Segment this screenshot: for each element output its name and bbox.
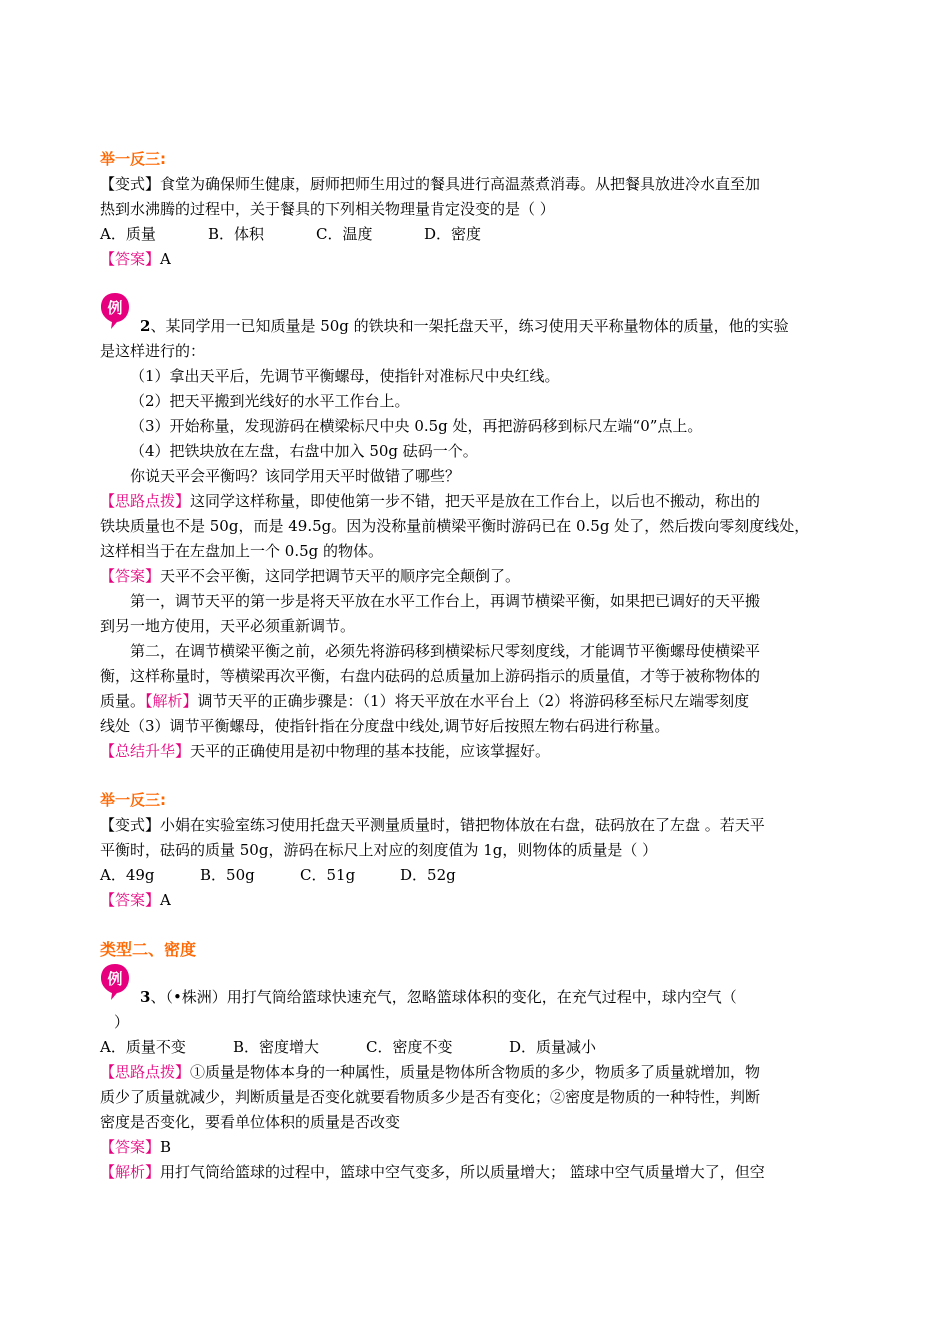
section-heading: 举一反三: xyxy=(100,150,166,168)
hint-tag: 【思路点拨】 xyxy=(100,492,191,510)
example-question: 你说天平会平衡吗？该同学用天平时做错了哪些？ xyxy=(130,467,461,485)
option-d: D．52g xyxy=(400,866,456,884)
question-text-line2: 热到水沸腾的过程中，关于餐具的下列相关物理量肯定没变的是（ ） xyxy=(100,200,555,218)
option-d: D．密度 xyxy=(424,225,482,243)
option-c: C．51g xyxy=(300,866,356,884)
answer-tag: 【答案】 xyxy=(100,567,161,585)
example-badge-icon xyxy=(100,963,130,1001)
example-badge-icon xyxy=(100,292,130,330)
option-a: A．49g xyxy=(100,866,155,884)
example-number: 3 xyxy=(140,988,151,1006)
answer-para1-line2: 到另一地方使用，天平必须重新调节。 xyxy=(100,617,356,635)
hint-text: ①质量是物体本身的一种属性，质量是物体所含物质的多少，物质多了质量就增加，物 xyxy=(190,1063,761,1081)
hint-text: 这同学这样称量，即使他第一步不错，把天平是放在工作台上，以后也不搬动，称出的 xyxy=(190,492,761,510)
option-b: B．50g xyxy=(200,866,255,884)
answer-line xyxy=(100,564,860,589)
answer-value: B xyxy=(160,1138,172,1156)
variant-tag: 【变式】 xyxy=(100,175,161,193)
example-text: 、（•株洲）用打气筒给篮球快速充气，忽略篮球体积的变化，在充气过程中，球内空气（ xyxy=(150,988,737,1006)
step-4: （4）把铁块放在左盘，右盘中加入 50g 砝码一个。 xyxy=(130,442,478,460)
summary-tag: 【总结升华】 xyxy=(100,742,191,760)
hint-text-line2: 铁块质量也不是 50g，而是 49.5g。因为没称量前横梁平衡时游码已在 0.5g 处了，然后拨向零刻度线处， xyxy=(100,517,810,535)
example-2-intro xyxy=(100,299,860,339)
analysis-tag: 【解析】 xyxy=(145,692,198,710)
answer-value: A xyxy=(160,891,171,909)
options-row xyxy=(100,1035,860,1060)
answer-tag: 【答案】 xyxy=(100,1138,161,1156)
answer-para2-line3 xyxy=(100,689,860,714)
answer-value: A xyxy=(160,250,171,268)
variant-question xyxy=(100,172,860,197)
example-badge-label: 例 xyxy=(107,970,123,988)
step-3: （3）开始称量，发现游码在横梁标尺中央 0.5g 处，再把游码移到标尺左端“0”点上。 xyxy=(130,417,703,435)
example-text-line2: ） xyxy=(114,1013,130,1031)
option-a: A．质量不变 xyxy=(100,1038,186,1056)
document-content xyxy=(100,147,860,1185)
hint-text-line2: 质少了质量就减少，判断质量是否变化就要看物质多少是否有变化；②密度是物质的一种特性，判断 xyxy=(100,1088,761,1106)
answer-tag: 【答案】 xyxy=(100,250,161,268)
option-b: B．体积 xyxy=(208,225,265,243)
analysis-text: 用打气筒给篮球的过程中，篮球中空气变多，所以质量增大； 篮球中空气质量增大了，但空 xyxy=(160,1163,765,1181)
hint-line xyxy=(100,1060,860,1085)
variant-tag: 【变式】 xyxy=(100,816,161,834)
example-number: 2 xyxy=(140,317,151,335)
example-badge-label: 例 xyxy=(107,299,123,317)
example-text-line2: 是这样进行的： xyxy=(100,342,206,360)
para-text: 质量。 xyxy=(100,692,146,710)
step-2: （2）把天平搬到光线好的水平工作台上。 xyxy=(130,392,410,410)
analysis-text-line2: 线处（3）调节平衡螺母，使指针指在分度盘中线处,调节好后按照左物右码进行称量。 xyxy=(100,717,670,735)
analysis-text: 调节天平的正确步骤是：（1）将天平放在水平台上（2）将游码移至标尺左端零刻度 xyxy=(197,692,750,710)
answer-line xyxy=(100,1135,860,1160)
question-text: 食堂为确保师生健康，厨师把师生用过的餐具进行高温蒸煮消毒。从把餐具放进冷水直至加 xyxy=(160,175,761,193)
answer-value: 天平不会平衡，这同学把调节天平的顺序完全颠倒了。 xyxy=(160,567,521,585)
options-row xyxy=(100,222,860,247)
analysis-tag: 【解析】 xyxy=(100,1163,161,1181)
type-heading: 类型二、密度 xyxy=(100,940,197,959)
option-b: B．密度增大 xyxy=(233,1038,320,1056)
answer-line xyxy=(100,888,860,913)
example-3-intro xyxy=(100,970,860,1010)
analysis-line xyxy=(100,1160,860,1185)
section-heading: 举一反三: xyxy=(100,791,166,809)
option-a: A．质量 xyxy=(100,225,156,243)
variant-question xyxy=(100,813,860,838)
option-c: C．温度 xyxy=(316,225,373,243)
answer-line xyxy=(100,247,860,272)
answer-para1: 第一，调节天平的第一步是将天平放在水平工作台上，再调节横梁平衡，如果把已调好的天平搬 xyxy=(130,592,761,610)
hint-line xyxy=(100,489,860,514)
example-text: 、某同学用一已知质量是 50g 的铁块和一架托盘天平，练习使用天平称量物体的质量，他的实验 xyxy=(150,317,789,335)
hint-tag: 【思路点拨】 xyxy=(100,1063,191,1081)
answer-tag: 【答案】 xyxy=(100,891,161,909)
options-row xyxy=(100,863,860,888)
question-text-line2: 平衡时，砝码的质量 50g，游码在标尺上对应的刻度值为 1g，则物体的质量是（ ） xyxy=(100,841,658,859)
step-1: （1）拿出天平后，先调节平衡螺母，使指针对准标尺中央红线。 xyxy=(130,367,560,385)
question-text: 小娟在实验室练习使用托盘天平测量质量时，错把物体放在右盘，砝码放在了左盘 。若天平 xyxy=(160,816,765,834)
hint-text-line3: 这样相当于在左盘加上一个 0.5g 的物体。 xyxy=(100,542,383,560)
option-c: C．密度不变 xyxy=(366,1038,453,1056)
option-d: D．质量减小 xyxy=(509,1038,597,1056)
summary-text: 天平的正确使用是初中物理的基本技能，应该掌握好。 xyxy=(190,742,551,760)
answer-para2-line2: 衡，这样称量时，等横梁再次平衡，右盘内砝码的总质量加上游码指示的质量值，才等于被称物体的 xyxy=(100,667,761,685)
summary-line xyxy=(100,739,860,764)
answer-para2: 第二，在调节横梁平衡之前，必须先将游码移到横梁标尺零刻度线，才能调节平衡螺母使横梁平 xyxy=(130,642,761,660)
hint-text-line3: 密度是否变化，要看单位体积的质量是否改变 xyxy=(100,1113,401,1131)
